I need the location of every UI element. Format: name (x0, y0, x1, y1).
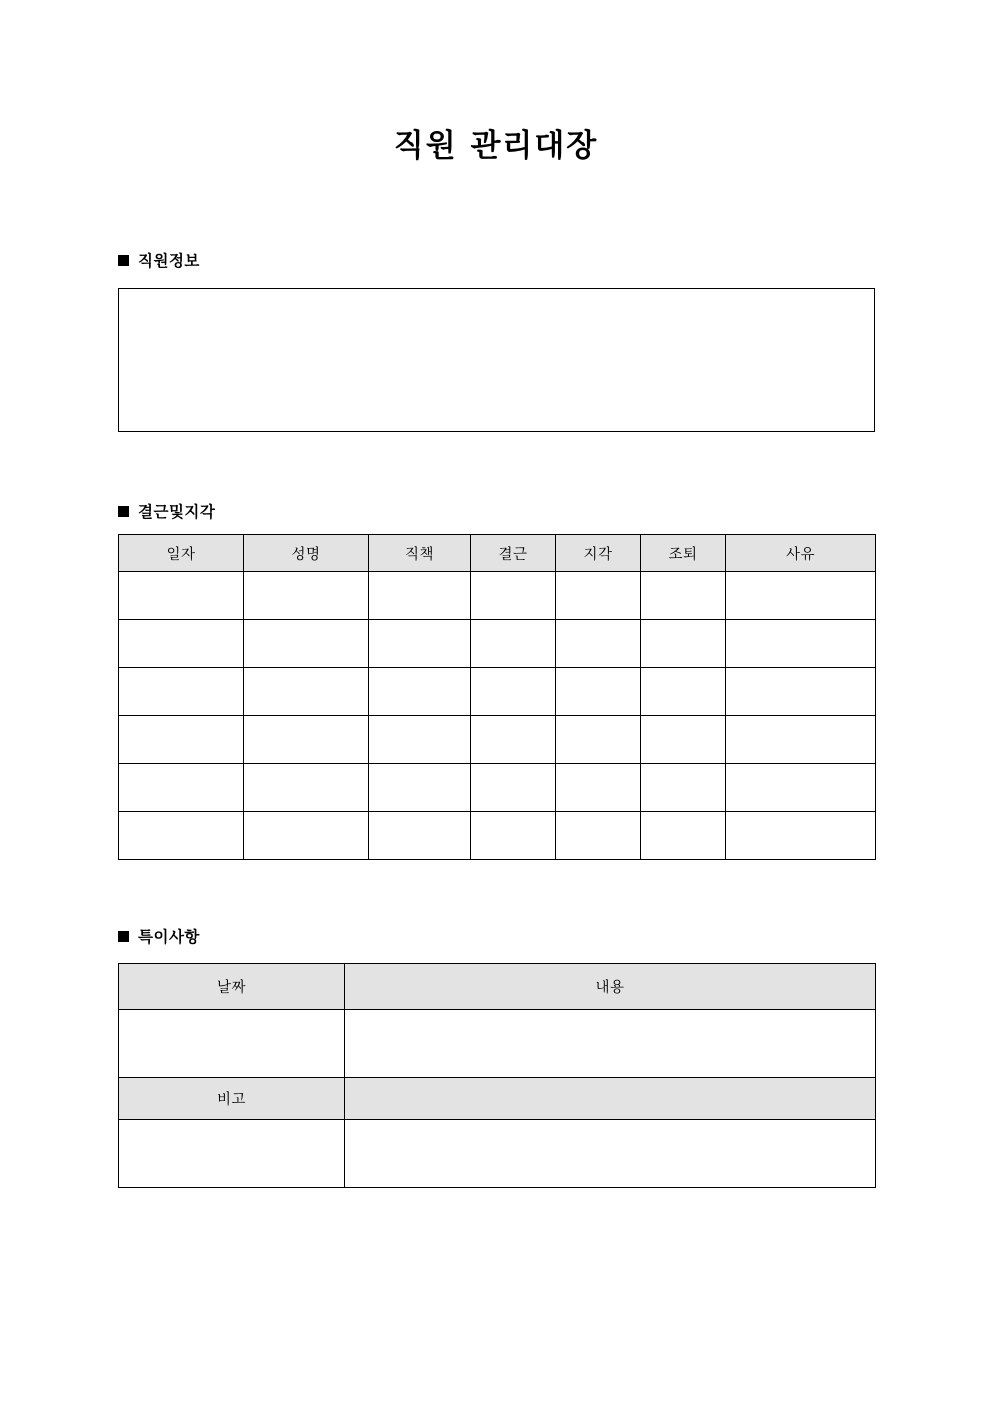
cell-early-leave[interactable] (641, 572, 726, 620)
column-header-position: 직책 (369, 535, 471, 572)
table-header-row (119, 535, 876, 572)
cell-name[interactable] (244, 620, 369, 668)
cell-reason[interactable] (726, 668, 876, 716)
section-heading-employee-info (118, 249, 200, 271)
special-notes-table (118, 963, 876, 1188)
column-header-tardiness: 지각 (556, 535, 641, 572)
cell-tardiness[interactable] (556, 812, 641, 860)
notes-header-row (119, 964, 876, 1010)
square-bullet-icon (118, 931, 129, 942)
table-row (119, 716, 876, 764)
column-header-note-date: 날짜 (119, 964, 345, 1010)
cell-date[interactable] (119, 620, 244, 668)
cell-reason[interactable] (726, 812, 876, 860)
cell-early-leave[interactable] (641, 764, 726, 812)
column-header-name: 성명 (244, 535, 369, 572)
cell-absence[interactable] (471, 812, 556, 860)
cell-note-content[interactable] (345, 1010, 876, 1078)
cell-early-leave[interactable] (641, 716, 726, 764)
cell-position[interactable] (369, 572, 471, 620)
page-title: 직원 관리대장 (393, 128, 599, 164)
section-heading-label: 특이사항 (138, 928, 200, 946)
cell-position[interactable] (369, 812, 471, 860)
cell-position[interactable] (369, 668, 471, 716)
cell-absence[interactable] (471, 572, 556, 620)
cell-position[interactable] (369, 716, 471, 764)
cell-date[interactable] (119, 668, 244, 716)
cell-name[interactable] (244, 668, 369, 716)
cell-position[interactable] (369, 620, 471, 668)
cell-name[interactable] (244, 812, 369, 860)
cell-name[interactable] (244, 716, 369, 764)
notes-remark-detail-row (119, 1120, 876, 1188)
cell-tardiness[interactable] (556, 716, 641, 764)
cell-note-date[interactable] (119, 1010, 345, 1078)
cell-date[interactable] (119, 764, 244, 812)
table-row (119, 572, 876, 620)
cell-reason[interactable] (726, 572, 876, 620)
cell-tardiness[interactable] (556, 572, 641, 620)
column-header-early-leave: 조퇴 (641, 535, 726, 572)
cell-position[interactable] (369, 764, 471, 812)
column-header-date: 일자 (119, 535, 244, 572)
cell-absence[interactable] (471, 716, 556, 764)
cell-tardiness[interactable] (556, 668, 641, 716)
cell-tardiness[interactable] (556, 620, 641, 668)
table-row (119, 668, 876, 716)
column-header-absence: 결근 (471, 535, 556, 572)
cell-absence[interactable] (471, 668, 556, 716)
section-heading-label: 직원정보 (138, 252, 200, 270)
table-row (119, 620, 876, 668)
cell-remark-detail-left[interactable] (119, 1120, 345, 1188)
cell-early-leave[interactable] (641, 668, 726, 716)
notes-entry-row (119, 1010, 876, 1078)
column-header-note-content: 내용 (345, 964, 876, 1010)
cell-absence[interactable] (471, 620, 556, 668)
employee-info-box[interactable] (118, 288, 875, 432)
cell-early-leave[interactable] (641, 620, 726, 668)
cell-reason[interactable] (726, 764, 876, 812)
section-heading-attendance (118, 500, 215, 522)
row-header-remark: 비고 (119, 1078, 345, 1120)
cell-absence[interactable] (471, 764, 556, 812)
cell-remark-detail-right[interactable] (345, 1120, 876, 1188)
notes-remark-row (119, 1078, 876, 1120)
cell-date[interactable] (119, 572, 244, 620)
cell-name[interactable] (244, 764, 369, 812)
attendance-table (118, 534, 876, 860)
table-row (119, 812, 876, 860)
cell-name[interactable] (244, 572, 369, 620)
table-row (119, 764, 876, 812)
section-heading-label: 결근및지각 (138, 503, 216, 521)
cell-date[interactable] (119, 812, 244, 860)
cell-remark-value[interactable] (345, 1078, 876, 1120)
cell-reason[interactable] (726, 716, 876, 764)
cell-early-leave[interactable] (641, 812, 726, 860)
square-bullet-icon (118, 506, 129, 517)
section-heading-special-notes (118, 925, 200, 947)
column-header-reason: 사유 (726, 535, 876, 572)
cell-date[interactable] (119, 716, 244, 764)
cell-reason[interactable] (726, 620, 876, 668)
square-bullet-icon (118, 255, 129, 266)
cell-tardiness[interactable] (556, 764, 641, 812)
